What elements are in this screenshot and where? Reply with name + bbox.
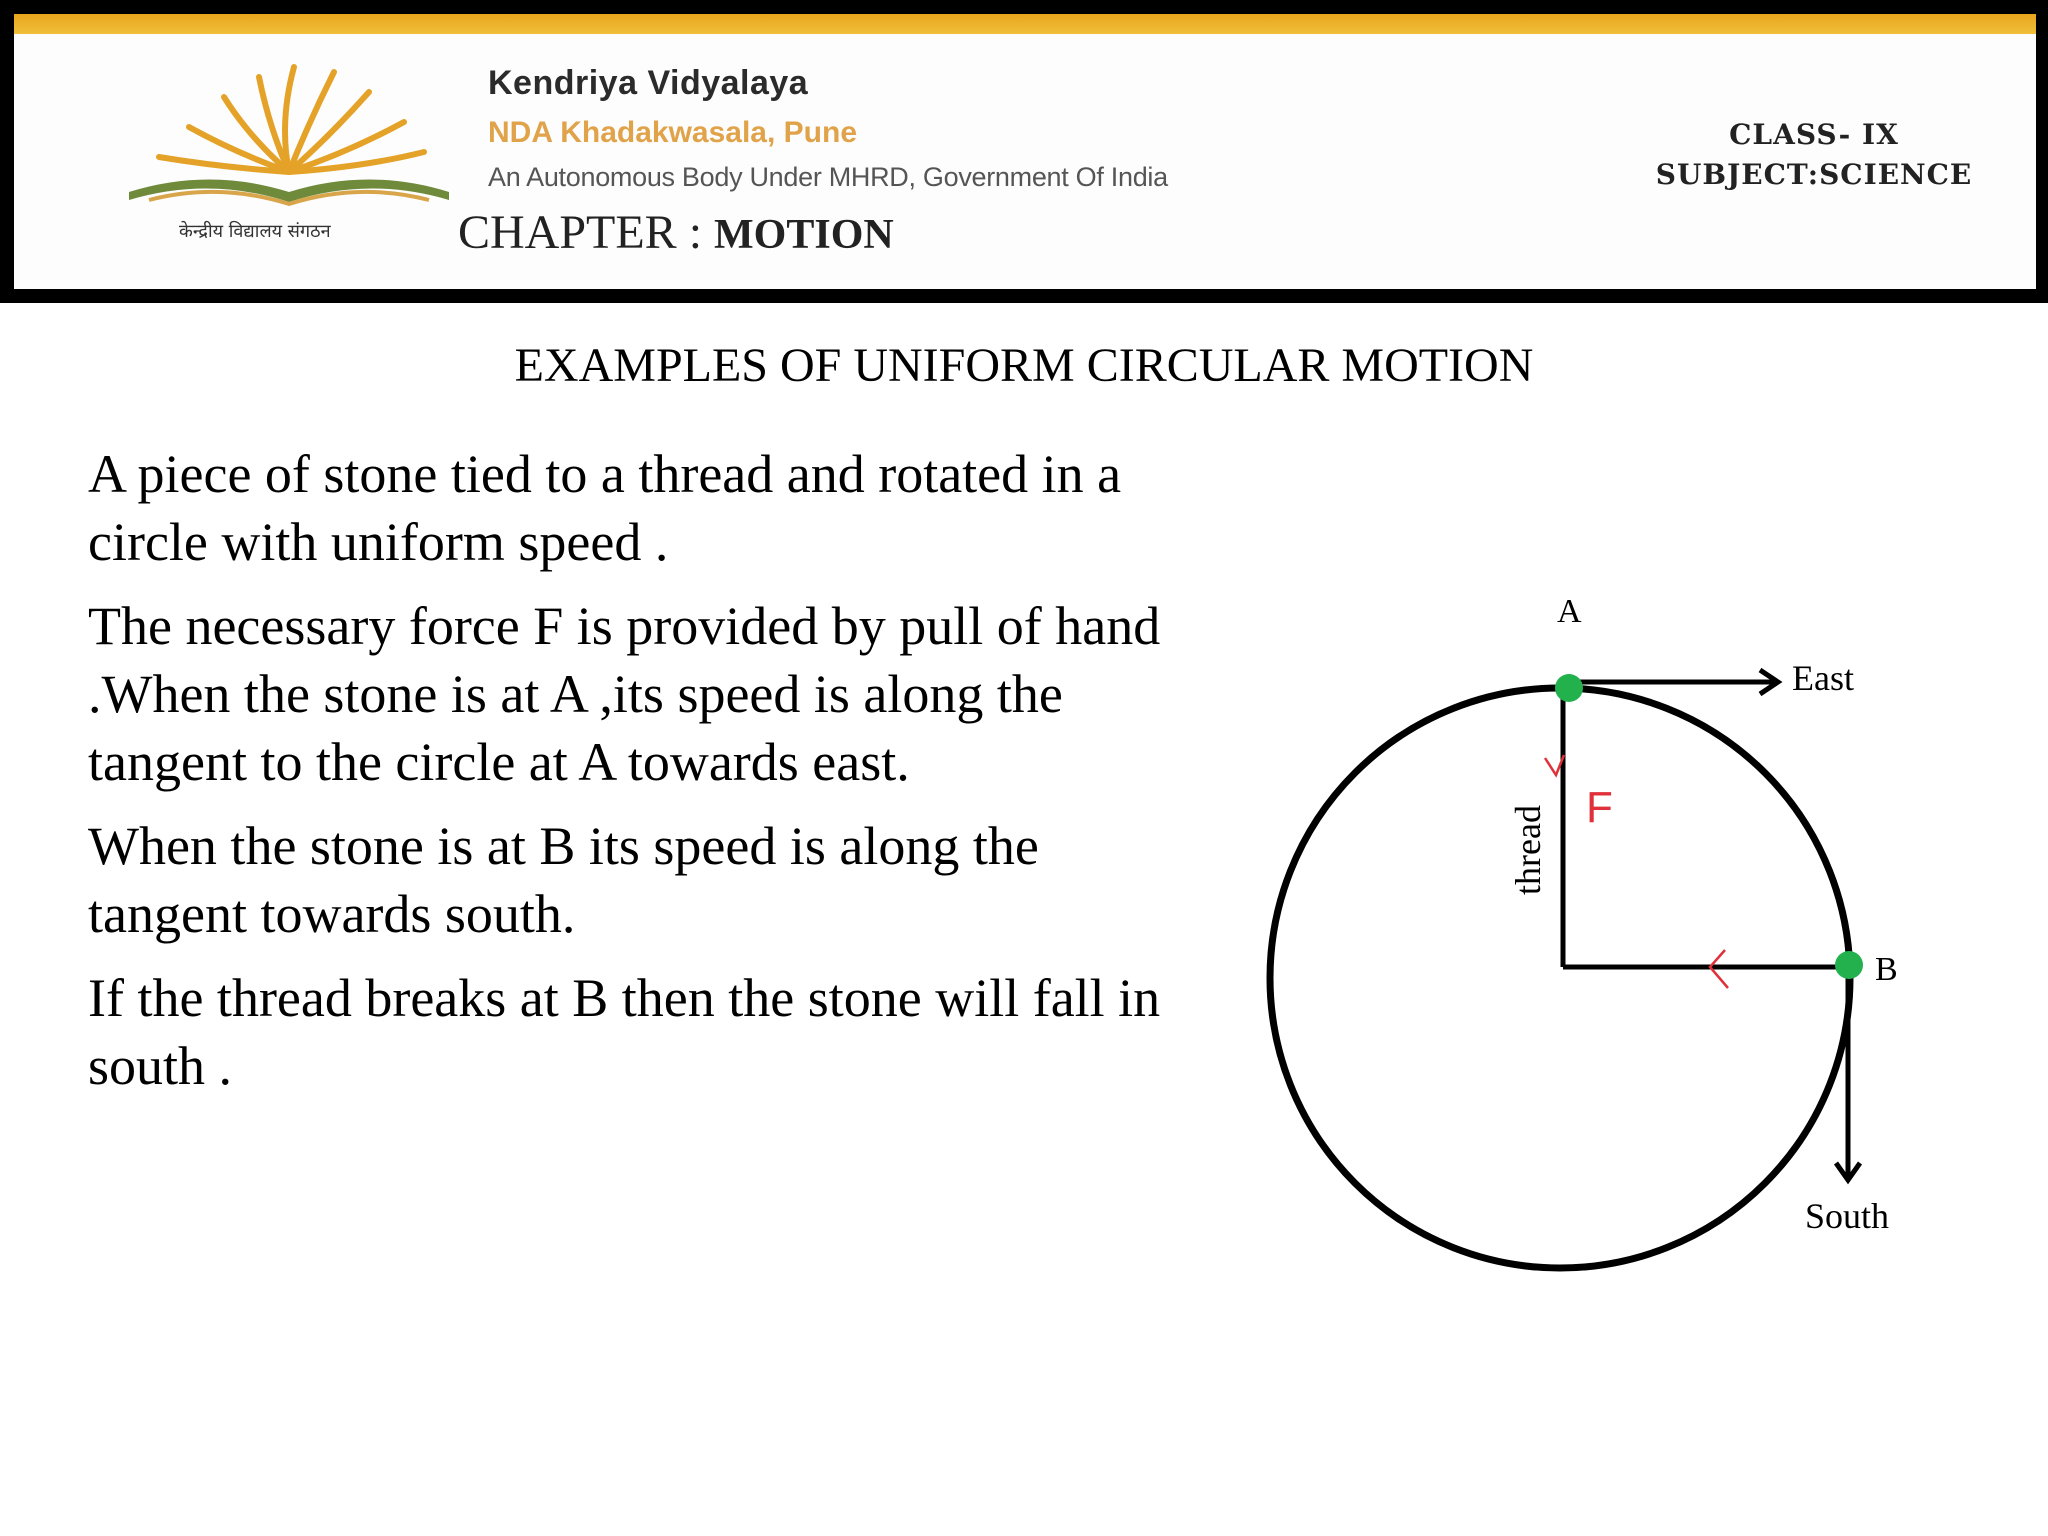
logo-caption: केन्द्रीय विद्यालय संगठन — [179, 221, 331, 242]
east-label: East — [1792, 658, 1854, 698]
gold-stripe — [14, 14, 2036, 34]
point-a-label: A — [1557, 593, 1582, 630]
chapter-name: MOTION — [714, 212, 894, 258]
thread-label: thread — [1508, 805, 1548, 895]
chapter-heading — [458, 205, 894, 260]
header-banner — [0, 0, 2048, 303]
chapter-label: CHAPTER : — [458, 206, 715, 259]
org-place: NDA Khadakwasala, Pune — [488, 116, 858, 149]
header-panel — [14, 14, 2036, 289]
stone-a — [1555, 674, 1583, 702]
paragraph: The necessary force F is provided by pull of hand .When the stone is at A ,its speed is along the tangent to the circle at A towards east. — [88, 596, 1161, 792]
paragraph: A piece of stone tied to a thread and rotated in a circle with uniform speed . — [88, 444, 1122, 572]
kv-logo-icon — [119, 52, 459, 262]
circular-motion-diagram — [1200, 560, 1960, 1280]
point-b-label: B — [1875, 951, 1898, 988]
force-label: F — [1586, 783, 1613, 832]
stone-b — [1835, 951, 1863, 979]
subject-label: SUBJECT:SCIENCE — [1655, 158, 1973, 191]
paragraph: If the thread breaks at B then the stone will fall in south . — [88, 968, 1161, 1096]
paragraph: When the stone is at B its speed is along the tangent towards south. — [88, 816, 1039, 944]
org-name: Kendriya Vidyalaya — [488, 64, 809, 102]
orbit-circle — [1270, 688, 1850, 1268]
org-tagline: An Autonomous Body Under MHRD, Government Of India — [488, 162, 1168, 192]
text-body — [88, 440, 1198, 1116]
south-label: South — [1805, 1196, 1890, 1236]
slide-title: EXAMPLES OF UNIFORM CIRCULAR MOTION — [514, 339, 1534, 392]
class-label: CLASS- IX — [1729, 118, 1899, 151]
